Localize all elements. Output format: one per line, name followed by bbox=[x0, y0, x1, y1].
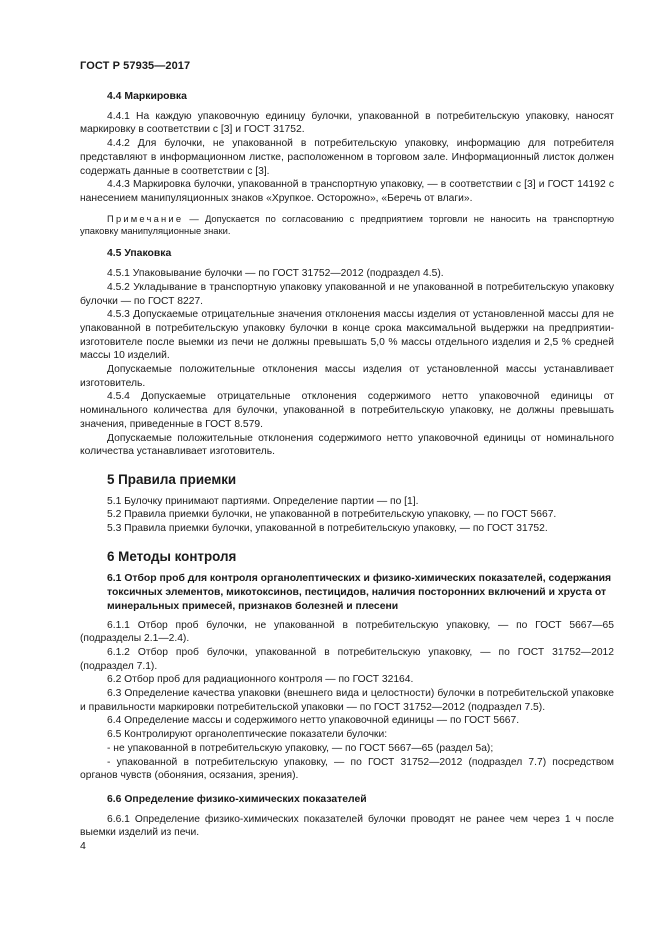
note-label: Примечание bbox=[107, 212, 184, 224]
section-5-title: 5 Правила приемки bbox=[107, 471, 237, 487]
paragraph-4-5-1: 4.5.1 Упаковывание булочки — по ГОСТ 31752—2012 (подраздел 4.5). bbox=[107, 268, 444, 280]
paragraph-5-1: 5.1 Булочку принимают партиями. Определение партии — по [1]. bbox=[107, 495, 419, 507]
section-6-1-title: 6.1 Отбор проб для контроля органолептических и физико-химических показателей, содержания токсичных элементов, микотоксинов, пестицидов, наличия посторонних включений и хруста от минеральных примесей, признаков болезней и плесени bbox=[107, 572, 612, 612]
paragraph-4-5-2: 4.5.2 Укладывание в транспортную упаковку упакованной и не упакованной в потребительскую упаковку булочки — по ГОСТ 8227. bbox=[80, 281, 614, 307]
paragraph-4-5-3: 4.5.3 Допускаемые отрицательные значения отклонения массы изделия от установленной массы для не упакованной в потребительскую упаковку булочки в конце срока максимальной выдержки на предприятии-изготовителе после выемки из печи не должны превышать 5,0 % массы отдельного изделия и 2,5 % средней массы 10 изделий. bbox=[80, 309, 614, 362]
list-item-not-packaged: - не упакованной в потребительскую упаковку, — по ГОСТ 5667—65 (раздел 5а); bbox=[107, 742, 494, 754]
document-code-header: ГОСТ Р 57935—2017 bbox=[80, 60, 191, 72]
section-4-4-title: 4.4 Маркировка bbox=[107, 91, 187, 102]
paragraph-4-5-4-positive: Допускаемые положительные отклонения содержимого нетто упаковочной единицы от номинального количества устанавливает изготовитель. bbox=[80, 432, 614, 458]
paragraph-6-6-1: 6.6.1 Определение физико-химических показателей булочки проводят не ранее чем через 1 ч после выемки изделий из печи. bbox=[80, 813, 614, 839]
paragraph-6-2: 6.2 Отбор проб для радиационного контроля — по ГОСТ 32164. bbox=[107, 674, 414, 686]
document-body bbox=[80, 90, 614, 840]
note-4-4 bbox=[80, 213, 614, 238]
paragraph-4-5-3-positive: Допускаемые положительные отклонения массы изделия от установленной массы устанавливает изготовитель. bbox=[80, 364, 614, 389]
paragraph-6-5: 6.5 Контролируют органолептические показатели булочки: bbox=[107, 729, 388, 741]
section-6-6-title: 6.6 Определение физико-химических показателей bbox=[107, 793, 367, 805]
section-6-title: 6 Методы контроля bbox=[107, 548, 237, 564]
list-item-packaged: - упакованной в потребительскую упаковку, — по ГОСТ 31752—2012 (подраздел 7.7) посредством органов чувств (обоняния, осязания, зрения). bbox=[80, 756, 614, 782]
paragraph-6-1-1: 6.1.1 Отбор проб булочки, не упакованной в потребительскую упаковку, — по ГОСТ 5667—65 (подразделы 2.1—2.4). bbox=[80, 619, 614, 645]
paragraph-5-2: 5.2 Правила приемки булочки, не упакованной в потребительскую упаковку, — по ГОСТ 5667. bbox=[107, 509, 557, 521]
paragraph-4-4-2: 4.4.2 Для булочки, не упакованной в потребительскую упаковку, информацию для потребителя представляют в информационном листке, расположенном в торговом зале. Информационный листок должен содержать данные в соответствии с [3]. bbox=[80, 138, 614, 177]
page-number: 4 bbox=[80, 840, 86, 852]
note-text: — Допускается по согласованию с предприятием торговли не наносить на транспортную упаковку манипуляционные знаки. bbox=[80, 212, 614, 237]
section-4-5-title: 4.5 Упаковка bbox=[107, 248, 172, 260]
paragraph-5-3: 5.3 Правила приемки булочки, упакованной в потребительскую упаковку, — по ГОСТ 31752. bbox=[107, 523, 548, 535]
paragraph-4-4-1: 4.4.1 На каждую упаковочную единицу булочки, упакованной в потребительскую упаковку, наносят маркировку в соответствии с [3] и ГОСТ 31752. bbox=[80, 110, 614, 136]
paragraph-4-4-3: 4.4.3 Маркировка булочки, упакованной в транспортную упаковку, — в соответствии с [3] и ГОСТ 14192 с нанесением манипуляционных знаков «Хрупкое. Осторожно», «Беречь от влаги». bbox=[80, 179, 614, 204]
paragraph-6-3: 6.3 Определение качества упаковки (внешнего вида и целостности) булочки в потребительской упаковке и правильности маркировки потребительской упаковки — по ГОСТ 31752—2012 (подраздел 7.5). bbox=[80, 688, 614, 713]
paragraph-4-5-4: 4.5.4 Допускаемые отрицательные отклонения содержимого нетто упаковочной единицы от номинального количества для булочки, упакованной в потребительскую упаковку, не должны превышать значения, приведенные в ГОСТ 8.579. bbox=[80, 391, 614, 430]
paragraph-6-4: 6.4 Определение массы и содержимого нетто упаковочной единицы — по ГОСТ 5667. bbox=[107, 715, 520, 727]
paragraph-6-1-2: 6.1.2 Отбор проб булочки, упакованной в потребительскую упаковку, — по ГОСТ 31752—2012 (подраздел 7.1). bbox=[80, 646, 614, 672]
